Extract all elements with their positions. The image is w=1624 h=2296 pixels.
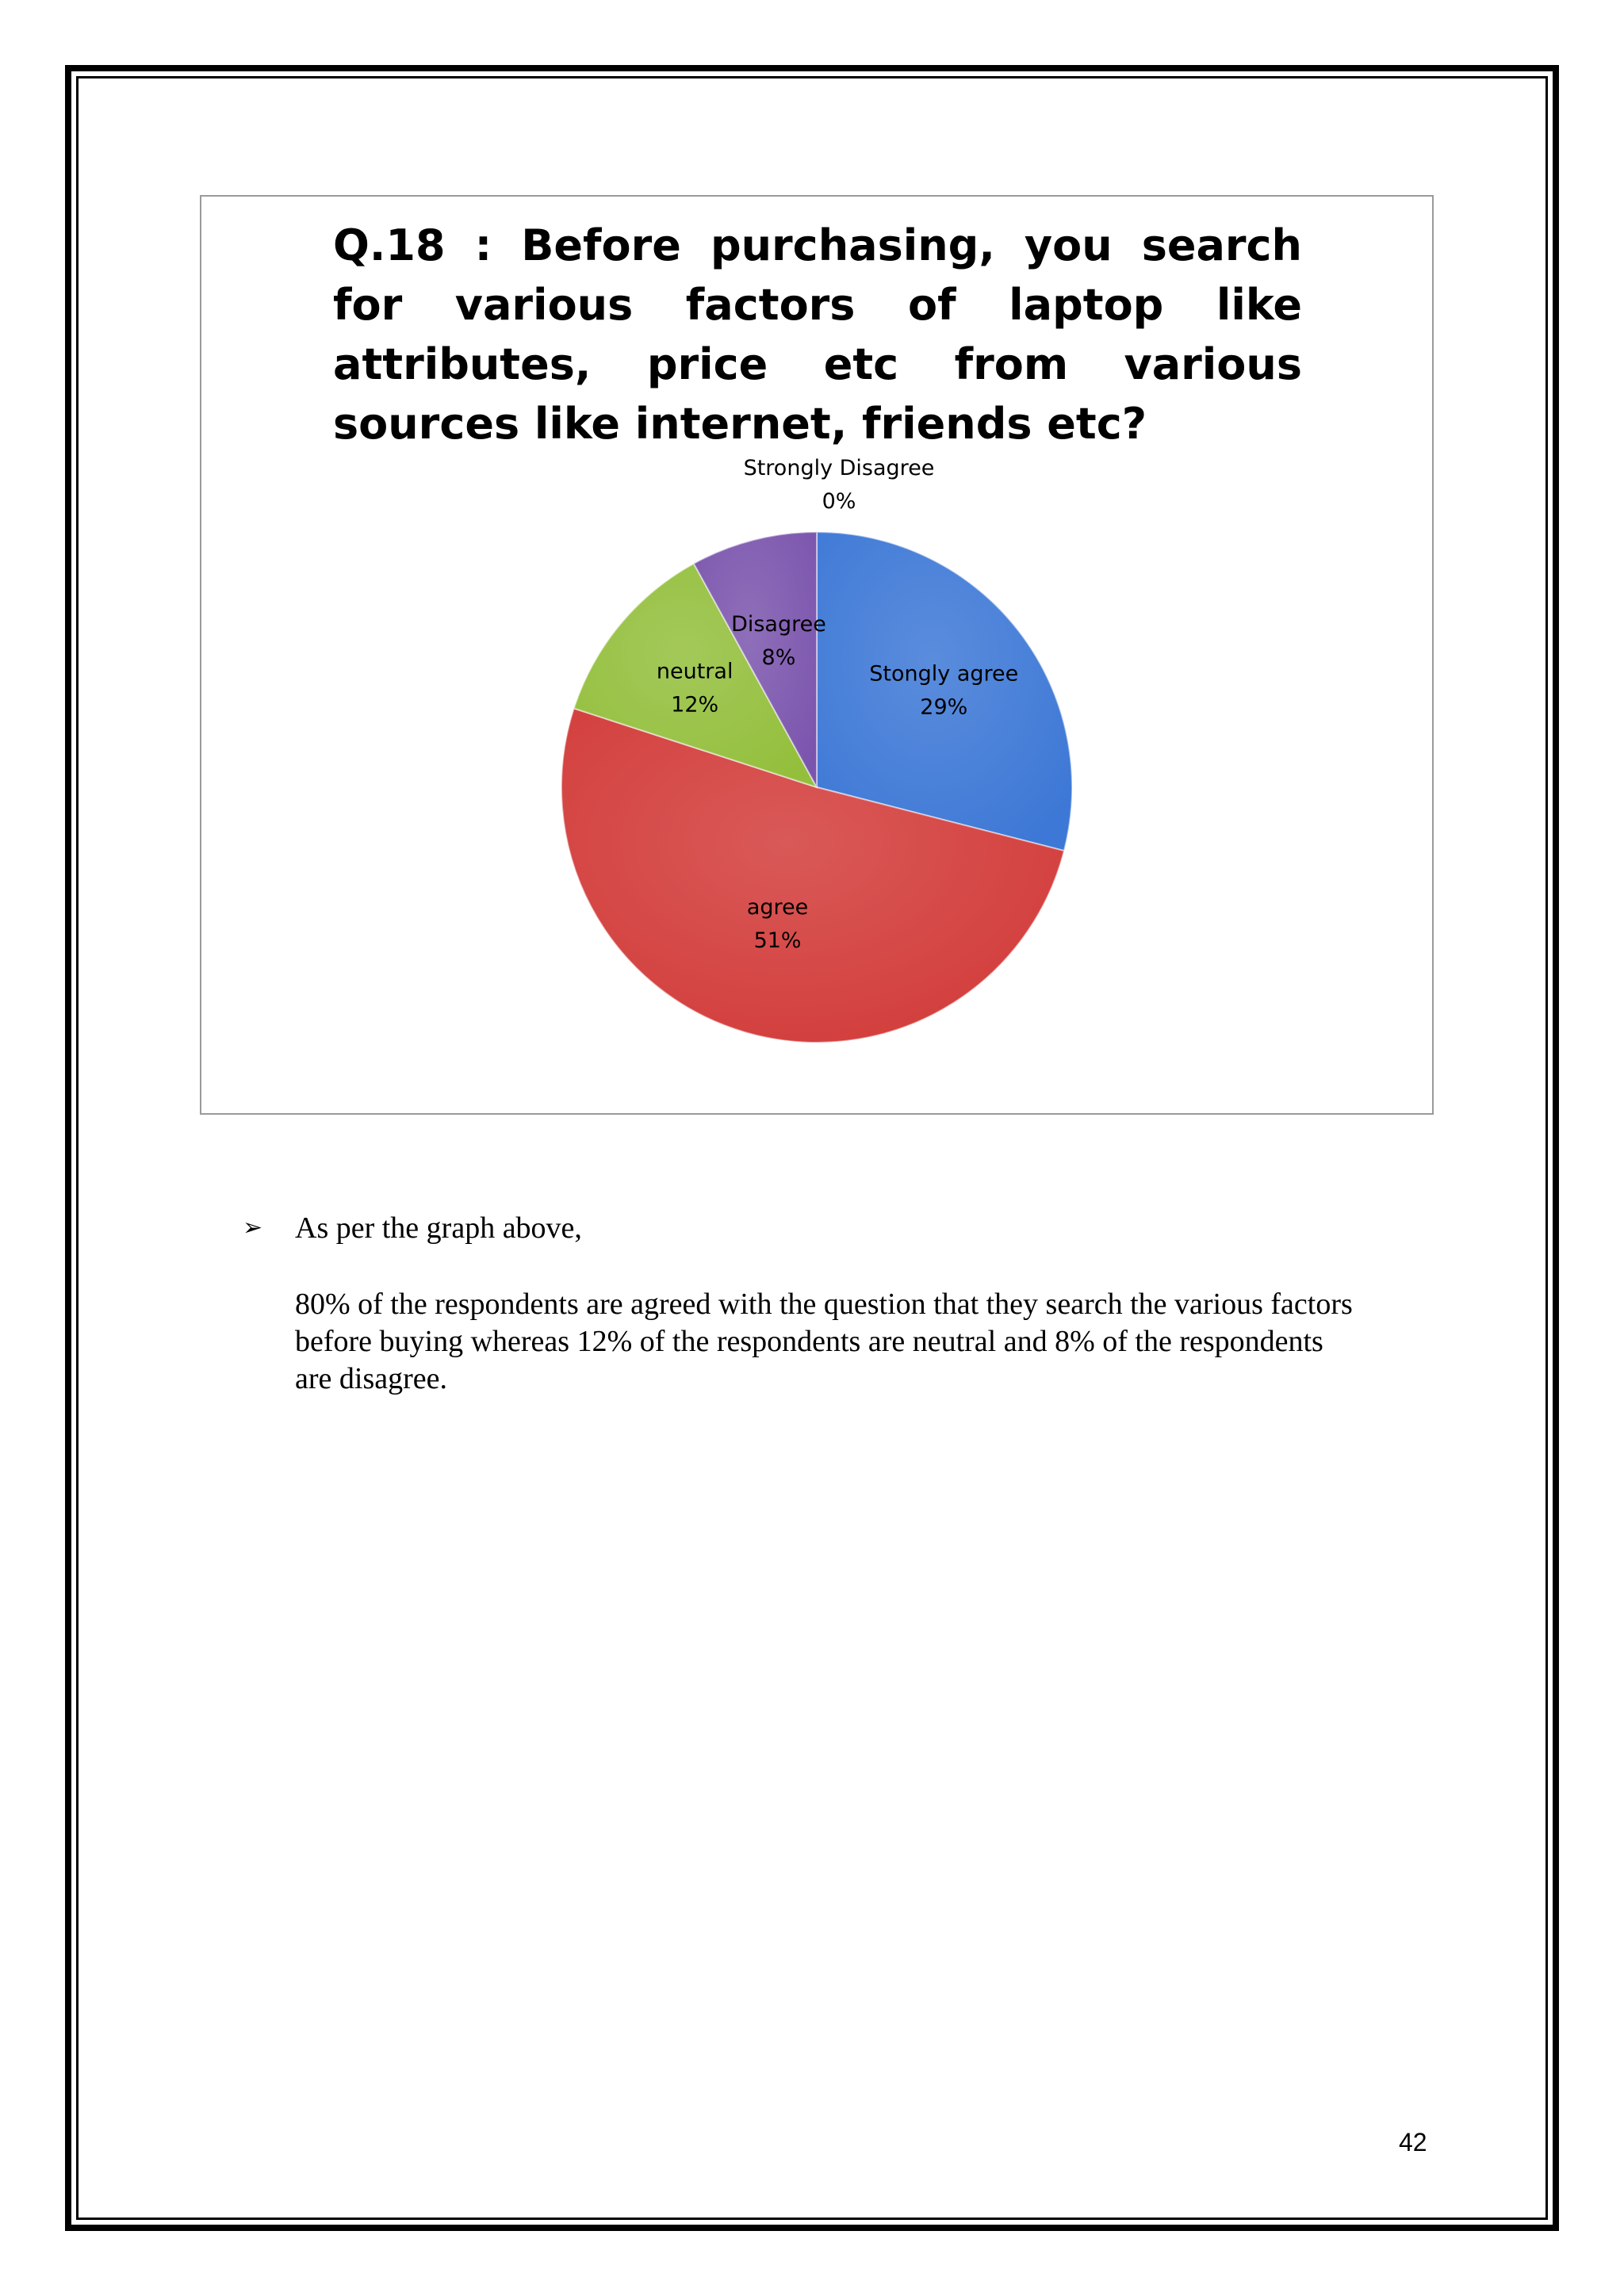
pie-label-neutral: neutral 12% [656, 659, 733, 718]
chart-title: Q.18 : Before purchasing, you search for various factors of laptop like attributes, price etc from various sources like internet, friends etc? [333, 220, 1302, 449]
pie-label-disagree: Disagree 8% [731, 611, 826, 670]
pie-label-stongly-agree: Stongly agree 29% [869, 661, 1019, 720]
bullet-arrow-icon: ➢ [243, 1214, 263, 1242]
analysis-paragraph: 80% of the respondents are agreed with the question that they search the various factors before buying whereas 12% of the respondents are neutral and 8% of the respondents are disagree. [295, 1288, 1353, 1395]
bullet-lead-text: As per the graph above, [295, 1211, 582, 1245]
pie-label-agree: agree 51% [746, 895, 809, 954]
page-number: 42 [1399, 2128, 1427, 2156]
pie-label-strongly-disagree: Strongly Disagree 0% [743, 456, 935, 514]
